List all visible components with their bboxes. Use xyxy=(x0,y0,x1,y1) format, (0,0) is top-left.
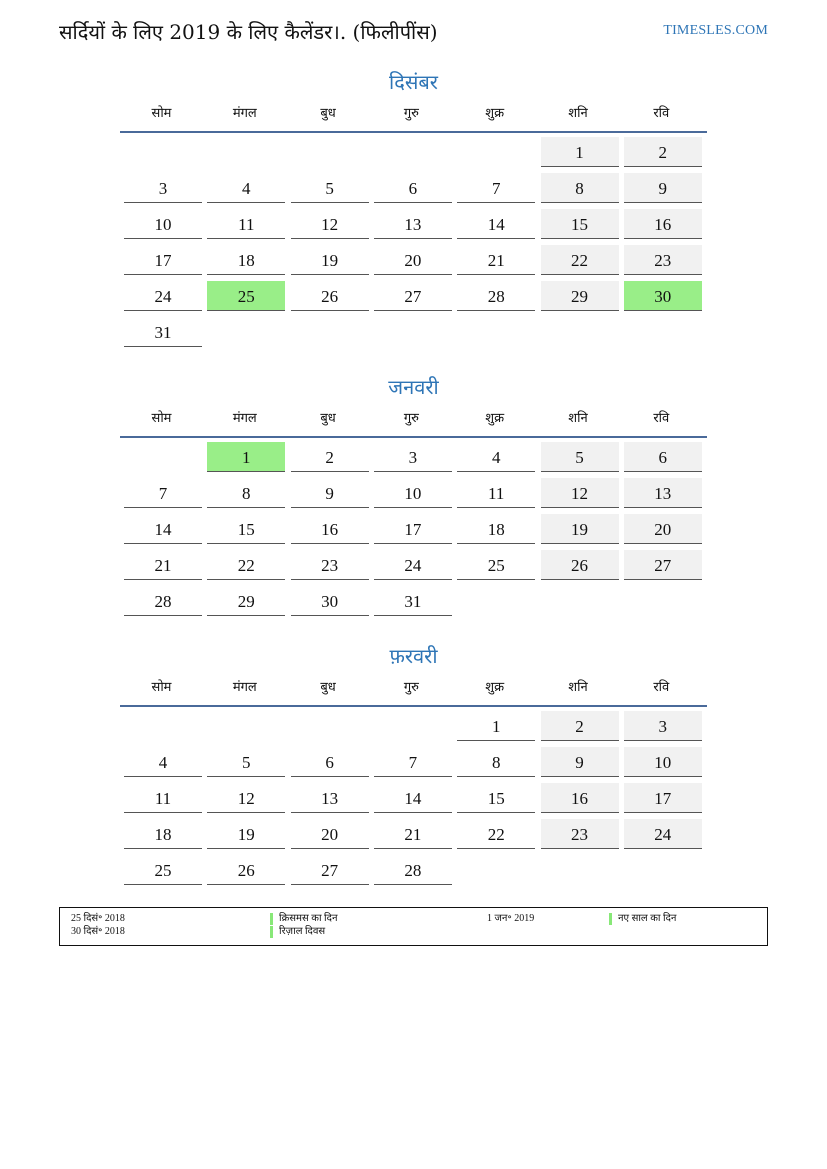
weekday-label: बुध xyxy=(320,680,336,695)
weekday-label: शनि xyxy=(568,680,588,695)
day-cell: 14 xyxy=(457,209,535,239)
day-cell: 9 xyxy=(624,173,702,203)
day-cell: 27 xyxy=(291,855,369,885)
page-title: सर्दियों के लिए 2019 के लिए कैलेंडर।. (फिलीपींस) xyxy=(59,20,438,44)
day-cell: 15 xyxy=(207,514,285,544)
day-cell: 2 xyxy=(541,711,619,741)
day-cell: 8 xyxy=(207,478,285,508)
day-cell: 10 xyxy=(624,747,702,777)
day-cell: 26 xyxy=(541,550,619,580)
day-cell: 4 xyxy=(207,173,285,203)
day-cell: 28 xyxy=(124,586,202,616)
page-header xyxy=(59,18,768,48)
day-cell: 25 xyxy=(124,855,202,885)
weekday-label: गुरु xyxy=(403,411,419,426)
month-title: जनवरी xyxy=(388,375,439,399)
day-cell: 1 xyxy=(457,711,535,741)
legend-date: 30 दिसं॰ 2018 xyxy=(71,926,125,937)
day-cell: 26 xyxy=(291,281,369,311)
day-grid xyxy=(120,137,707,353)
day-cell: 17 xyxy=(624,783,702,813)
day-cell: 13 xyxy=(624,478,702,508)
month-december xyxy=(120,65,707,353)
day-cell: 21 xyxy=(124,550,202,580)
weekday-label: गुरु xyxy=(403,680,419,695)
day-cell: 3 xyxy=(624,711,702,741)
day-cell: 22 xyxy=(457,819,535,849)
day-cell: 5 xyxy=(541,442,619,472)
weekday-header xyxy=(120,404,707,438)
weekday-label: शुक्र xyxy=(485,680,505,695)
weekday-label: सोम xyxy=(151,680,172,695)
weekday-label: बुध xyxy=(320,411,336,426)
month-january xyxy=(120,370,707,622)
day-cell: 23 xyxy=(291,550,369,580)
day-cell: 22 xyxy=(207,550,285,580)
day-cell: 5 xyxy=(291,173,369,203)
day-cell: 8 xyxy=(541,173,619,203)
weekday-label: मंगल xyxy=(232,106,257,121)
weekday-label: शनि xyxy=(568,106,588,121)
day-cell: 7 xyxy=(124,478,202,508)
day-grid xyxy=(120,711,707,891)
day-cell: 10 xyxy=(124,209,202,239)
day-cell: 9 xyxy=(291,478,369,508)
day-cell: 20 xyxy=(291,819,369,849)
day-cell: 29 xyxy=(207,586,285,616)
day-cell: 23 xyxy=(624,245,702,275)
day-cell: 29 xyxy=(541,281,619,311)
day-cell: 19 xyxy=(291,245,369,275)
day-cell: 6 xyxy=(374,173,452,203)
day-cell: 5 xyxy=(207,747,285,777)
day-cell: 2 xyxy=(624,137,702,167)
day-cell: 12 xyxy=(541,478,619,508)
day-cell: 12 xyxy=(207,783,285,813)
day-cell: 18 xyxy=(124,819,202,849)
legend-holiday-name: नए साल का दिन xyxy=(609,913,676,925)
day-cell: 30 xyxy=(291,586,369,616)
month-title: दिसंबर xyxy=(389,70,438,94)
day-grid xyxy=(120,442,707,622)
day-cell: 23 xyxy=(541,819,619,849)
legend-holiday-name: रिज़ाल दिवस xyxy=(270,926,325,938)
day-cell: 3 xyxy=(124,173,202,203)
day-cell: 3 xyxy=(374,442,452,472)
day-cell: 30 xyxy=(624,281,702,311)
weekday-header xyxy=(120,673,707,707)
weekday-label: शुक्र xyxy=(485,106,505,121)
weekday-label: रवि xyxy=(653,106,670,121)
day-cell: 20 xyxy=(624,514,702,544)
day-cell: 15 xyxy=(541,209,619,239)
day-cell: 31 xyxy=(374,586,452,616)
weekday-label: गुरु xyxy=(403,106,419,121)
weekday-label: रवि xyxy=(653,680,670,695)
day-cell: 2 xyxy=(291,442,369,472)
day-cell: 7 xyxy=(457,173,535,203)
weekday-label: मंगल xyxy=(232,411,257,426)
day-cell: 14 xyxy=(124,514,202,544)
day-cell: 27 xyxy=(374,281,452,311)
day-cell: 25 xyxy=(207,281,285,311)
day-cell: 20 xyxy=(374,245,452,275)
weekday-label: बुध xyxy=(320,106,336,121)
legend-date: 1 जन॰ 2019 xyxy=(487,913,535,924)
day-cell: 10 xyxy=(374,478,452,508)
day-cell: 24 xyxy=(124,281,202,311)
legend-date: 25 दिसं॰ 2018 xyxy=(71,913,125,924)
day-cell: 6 xyxy=(624,442,702,472)
holiday-legend xyxy=(59,907,768,946)
month-february xyxy=(120,639,707,891)
legend-holiday-name: क्रिसमस का दिन xyxy=(270,913,338,925)
day-cell: 12 xyxy=(291,209,369,239)
day-cell: 21 xyxy=(374,819,452,849)
day-cell: 17 xyxy=(374,514,452,544)
day-cell: 27 xyxy=(624,550,702,580)
day-cell: 11 xyxy=(124,783,202,813)
weekday-label: सोम xyxy=(151,411,172,426)
day-cell: 15 xyxy=(457,783,535,813)
day-cell: 13 xyxy=(291,783,369,813)
weekday-label: रवि xyxy=(653,411,670,426)
day-cell: 11 xyxy=(457,478,535,508)
day-cell: 17 xyxy=(124,245,202,275)
site-link[interactable]: TIMESLES.COM xyxy=(663,23,768,38)
weekday-label: शनि xyxy=(568,411,588,426)
day-cell: 4 xyxy=(457,442,535,472)
day-cell: 16 xyxy=(624,209,702,239)
day-cell: 26 xyxy=(207,855,285,885)
day-cell: 16 xyxy=(291,514,369,544)
weekday-header xyxy=(120,99,707,133)
weekday-label: शुक्र xyxy=(485,411,505,426)
day-cell: 21 xyxy=(457,245,535,275)
day-cell: 19 xyxy=(207,819,285,849)
day-cell: 16 xyxy=(541,783,619,813)
weekday-label: सोम xyxy=(151,106,172,121)
month-title: फ़रवरी xyxy=(389,644,438,668)
day-cell: 8 xyxy=(457,747,535,777)
day-cell: 1 xyxy=(207,442,285,472)
day-cell: 24 xyxy=(374,550,452,580)
day-cell: 28 xyxy=(457,281,535,311)
day-cell: 28 xyxy=(374,855,452,885)
day-cell: 22 xyxy=(541,245,619,275)
day-cell: 9 xyxy=(541,747,619,777)
day-cell: 7 xyxy=(374,747,452,777)
day-cell: 18 xyxy=(207,245,285,275)
day-cell: 13 xyxy=(374,209,452,239)
day-cell: 6 xyxy=(291,747,369,777)
day-cell: 11 xyxy=(207,209,285,239)
day-cell: 18 xyxy=(457,514,535,544)
day-cell: 19 xyxy=(541,514,619,544)
weekday-label: मंगल xyxy=(232,680,257,695)
day-cell: 4 xyxy=(124,747,202,777)
day-cell: 14 xyxy=(374,783,452,813)
day-cell: 1 xyxy=(541,137,619,167)
day-cell: 31 xyxy=(124,317,202,347)
day-cell: 25 xyxy=(457,550,535,580)
day-cell: 24 xyxy=(624,819,702,849)
